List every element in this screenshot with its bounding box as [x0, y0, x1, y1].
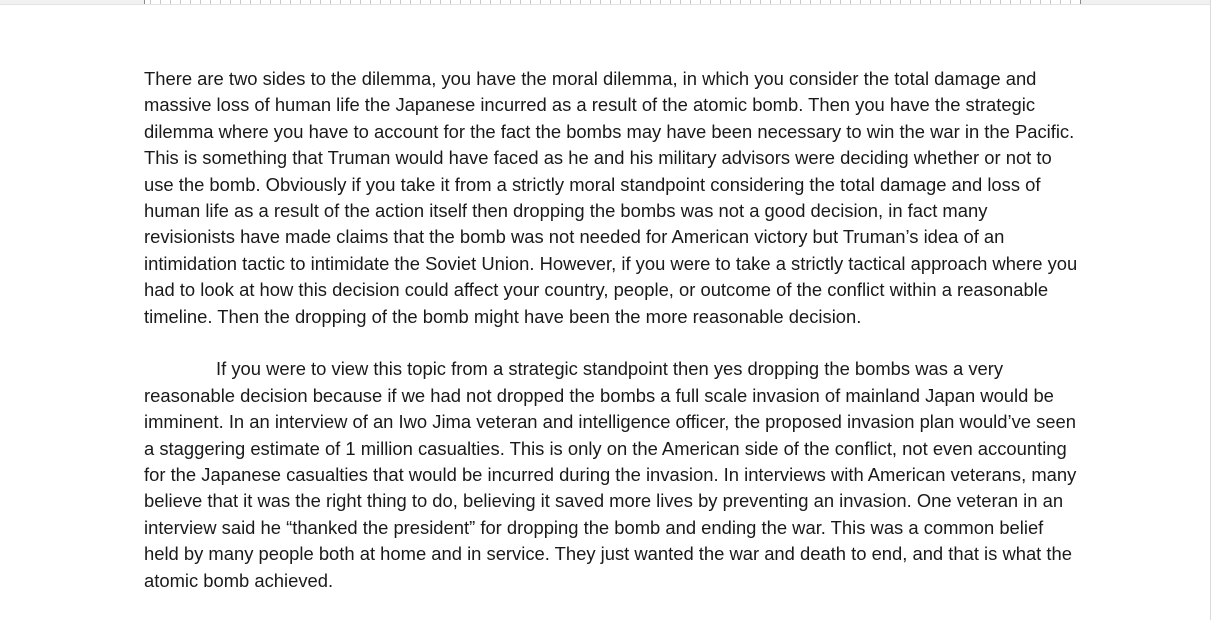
horizontal-ruler[interactable]: [0, 0, 1210, 5]
ruler-right-margin: [1080, 0, 1210, 4]
body-paragraph: There are two sides to the dilemma, you have the moral dilemma, in which you consider the total damage and massive loss of human life the Japanese incurred as a result of the atomic bomb. Then you have the strategic dilemma where you have to account for the fact the bombs may have been necessary to win the war in the Pacific. This is something that Truman would have faced as he and his military advisors were deciding whether or not to use the bomb. Obviously if you take it from a strictly moral standpoint considering the total damage and loss of human life as a result of the action itself then dropping the bombs was not a good decision, in fact many revisionists have made claims that the bomb was not needed for American victory but Truman’s idea of an intimidation tactic to intimidate the Soviet Union. However, if you were to take a strictly tactical approach where you had to look at how this decision could affect your country, people, or outcome of the conflict within a reasonable timeline. Then the dropping of the bomb might have been the more reasonable decision.: [144, 68, 1078, 327]
document-page[interactable]: [144, 66, 1080, 594]
ruler-left-indent-marker[interactable]: [144, 0, 145, 4]
vertical-scrollbar[interactable]: [1210, 0, 1226, 620]
ruler-right-indent-marker[interactable]: [1080, 0, 1081, 4]
body-paragraph: If you were to view this topic from a strategic standpoint then yes dropping the bombs was a very reasonable decision because if we had not dropped the bombs a full scale invasion of mainland Japan would be imminent. In an interview of an Iwo Jima veteran and intelligence officer, the proposed invasion plan would’ve seen a staggering estimate of 1 million casualties. This is only on the American side of the conflict, not even accounting for the Japanese casualties that would be incurred during the invasion. In interviews with American veterans, many believe that it was the right thing to do, believing it saved more lives by preventing an invasion. One veteran in an interview said he “thanked the president” for dropping the bomb and ending the war. This was a common belief held by many people both at home and in service. They just wanted the war and death to end, and that is what the atomic bomb achieved.: [144, 358, 1077, 591]
ruler-left-margin: [0, 0, 144, 4]
